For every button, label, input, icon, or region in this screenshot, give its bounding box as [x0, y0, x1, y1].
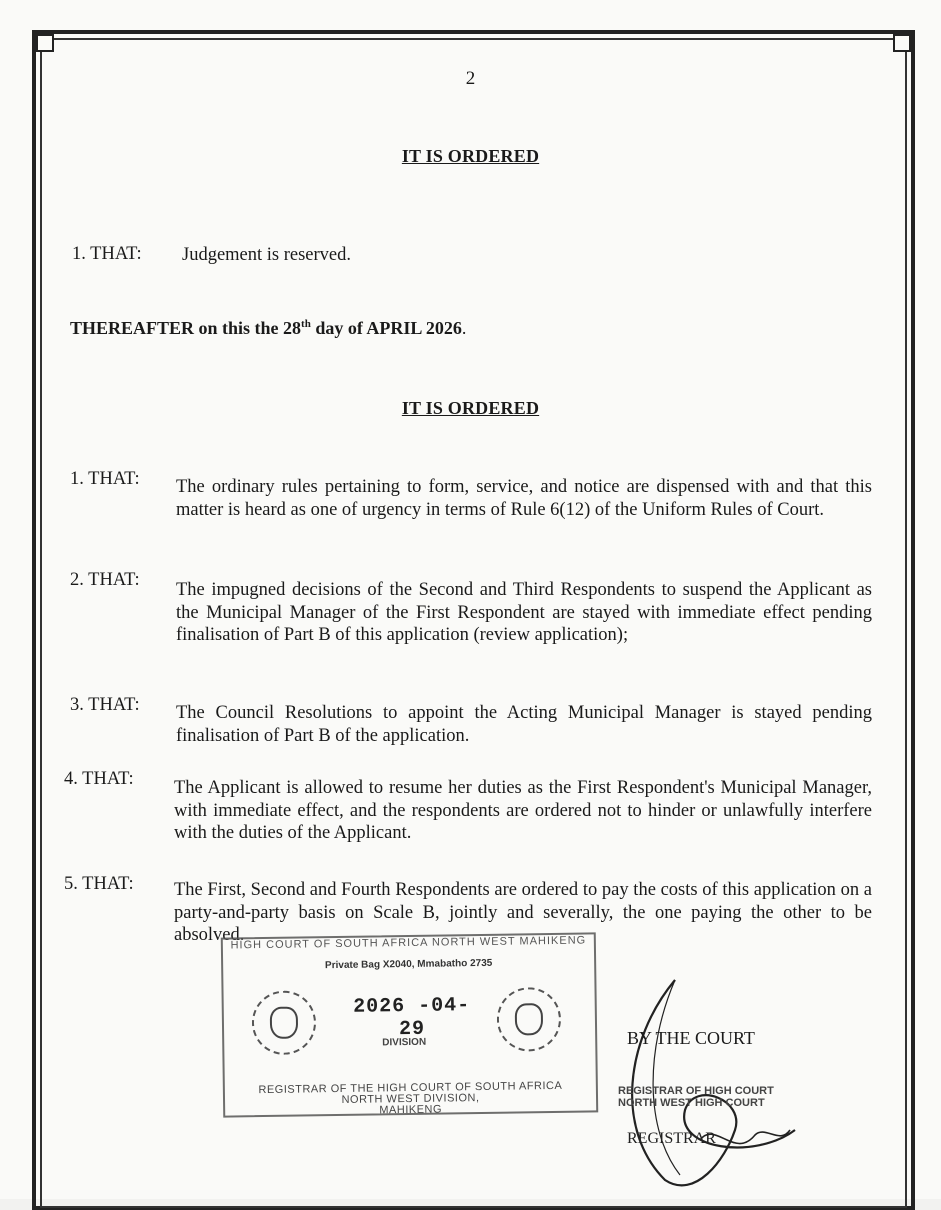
stamp-bottom-line-2: NORTH WEST DIVISION, [341, 1092, 480, 1106]
order-text: The Applicant is allowed to resume her duties as the First Respondent's Municipal Manager, with immediate effect, and the respondents are ordered not to hinder or unlawfully interfere with the duties of the Applicant. [174, 778, 872, 843]
heading-it-is-ordered: IT IS ORDERED [401, 146, 540, 166]
order-number: 3. THAT: [70, 695, 140, 715]
thereafter-part1: THEREAFTER on this the 28 [70, 318, 302, 338]
order-number: 4. THAT: [64, 769, 134, 789]
thereafter-part2: day of APRIL 2026 [310, 318, 462, 338]
order-text: The First, Second and Fourth Respondents are ordered to pay the costs of this application on a party-and-party basis on Scale B, jointly and severally, the one paying the other to be absolved. [174, 880, 872, 945]
registrar-stamp-line-1: REGISTRAR OF HIGH COURT [618, 1085, 774, 1097]
signature-icon [605, 960, 815, 1190]
stamp-address: Private Bag X2040, Mmabatho 2735 [324, 957, 493, 972]
page-number: 2 [465, 68, 476, 89]
order-number: 5. THAT: [64, 874, 134, 894]
order-number: 2. THAT: [70, 570, 140, 590]
stamp-bottom-line-3: MAHIKENG [379, 1103, 443, 1117]
registrar-stamp-line-2: NORTH WEST HIGH COURT [618, 1097, 765, 1109]
order-text: The ordinary rules pertaining to form, service, and notice are dispensed with and that this matter is heard as one of urgency in terms of Rule 6(12) of the Uniform Rules of Court. [176, 477, 872, 520]
registrar-stamp [618, 1085, 774, 1109]
stamp-date: 2026 -04- 29 [353, 994, 471, 1042]
thereafter-line [70, 318, 466, 339]
order-number: 1. THAT: [72, 244, 142, 264]
stamp-bottom-text [223, 1080, 598, 1118]
registrar-date-stamp [221, 932, 598, 1117]
stamp-top-text: HIGH COURT OF SOUTH AFRICA NORTH WEST MAHIKENG [230, 934, 587, 952]
order-number: 1. THAT: [70, 469, 140, 489]
order-text: The impugned decisions of the Second and Third Respondents to suspend the Applicant as the Municipal Manager of the First Respondent are stayed with immediate effect pending finalisation of Part B of this application (review application); [176, 580, 872, 645]
registrar-label: REGISTRAR [627, 1130, 716, 1147]
thereafter-end: . [461, 318, 467, 338]
thereafter-superscript: th [301, 318, 311, 330]
by-the-court: BY THE COURT [627, 1028, 755, 1048]
stamp-bottom-line-1: REGISTRAR OF THE HIGH COURT OF SOUTH AFRICA [258, 1079, 563, 1097]
order-text: The Council Resolutions to appoint the Acting Municipal Manager is stayed pending finalisation of Part B of the application. [176, 703, 872, 746]
order-text: Judgement is reserved. [182, 245, 352, 265]
heading-it-is-ordered-2: IT IS ORDERED [401, 398, 540, 418]
border-corner [36, 34, 54, 52]
border-corner [893, 34, 911, 52]
stamp-middle-text: DIVISION [382, 1036, 427, 1049]
